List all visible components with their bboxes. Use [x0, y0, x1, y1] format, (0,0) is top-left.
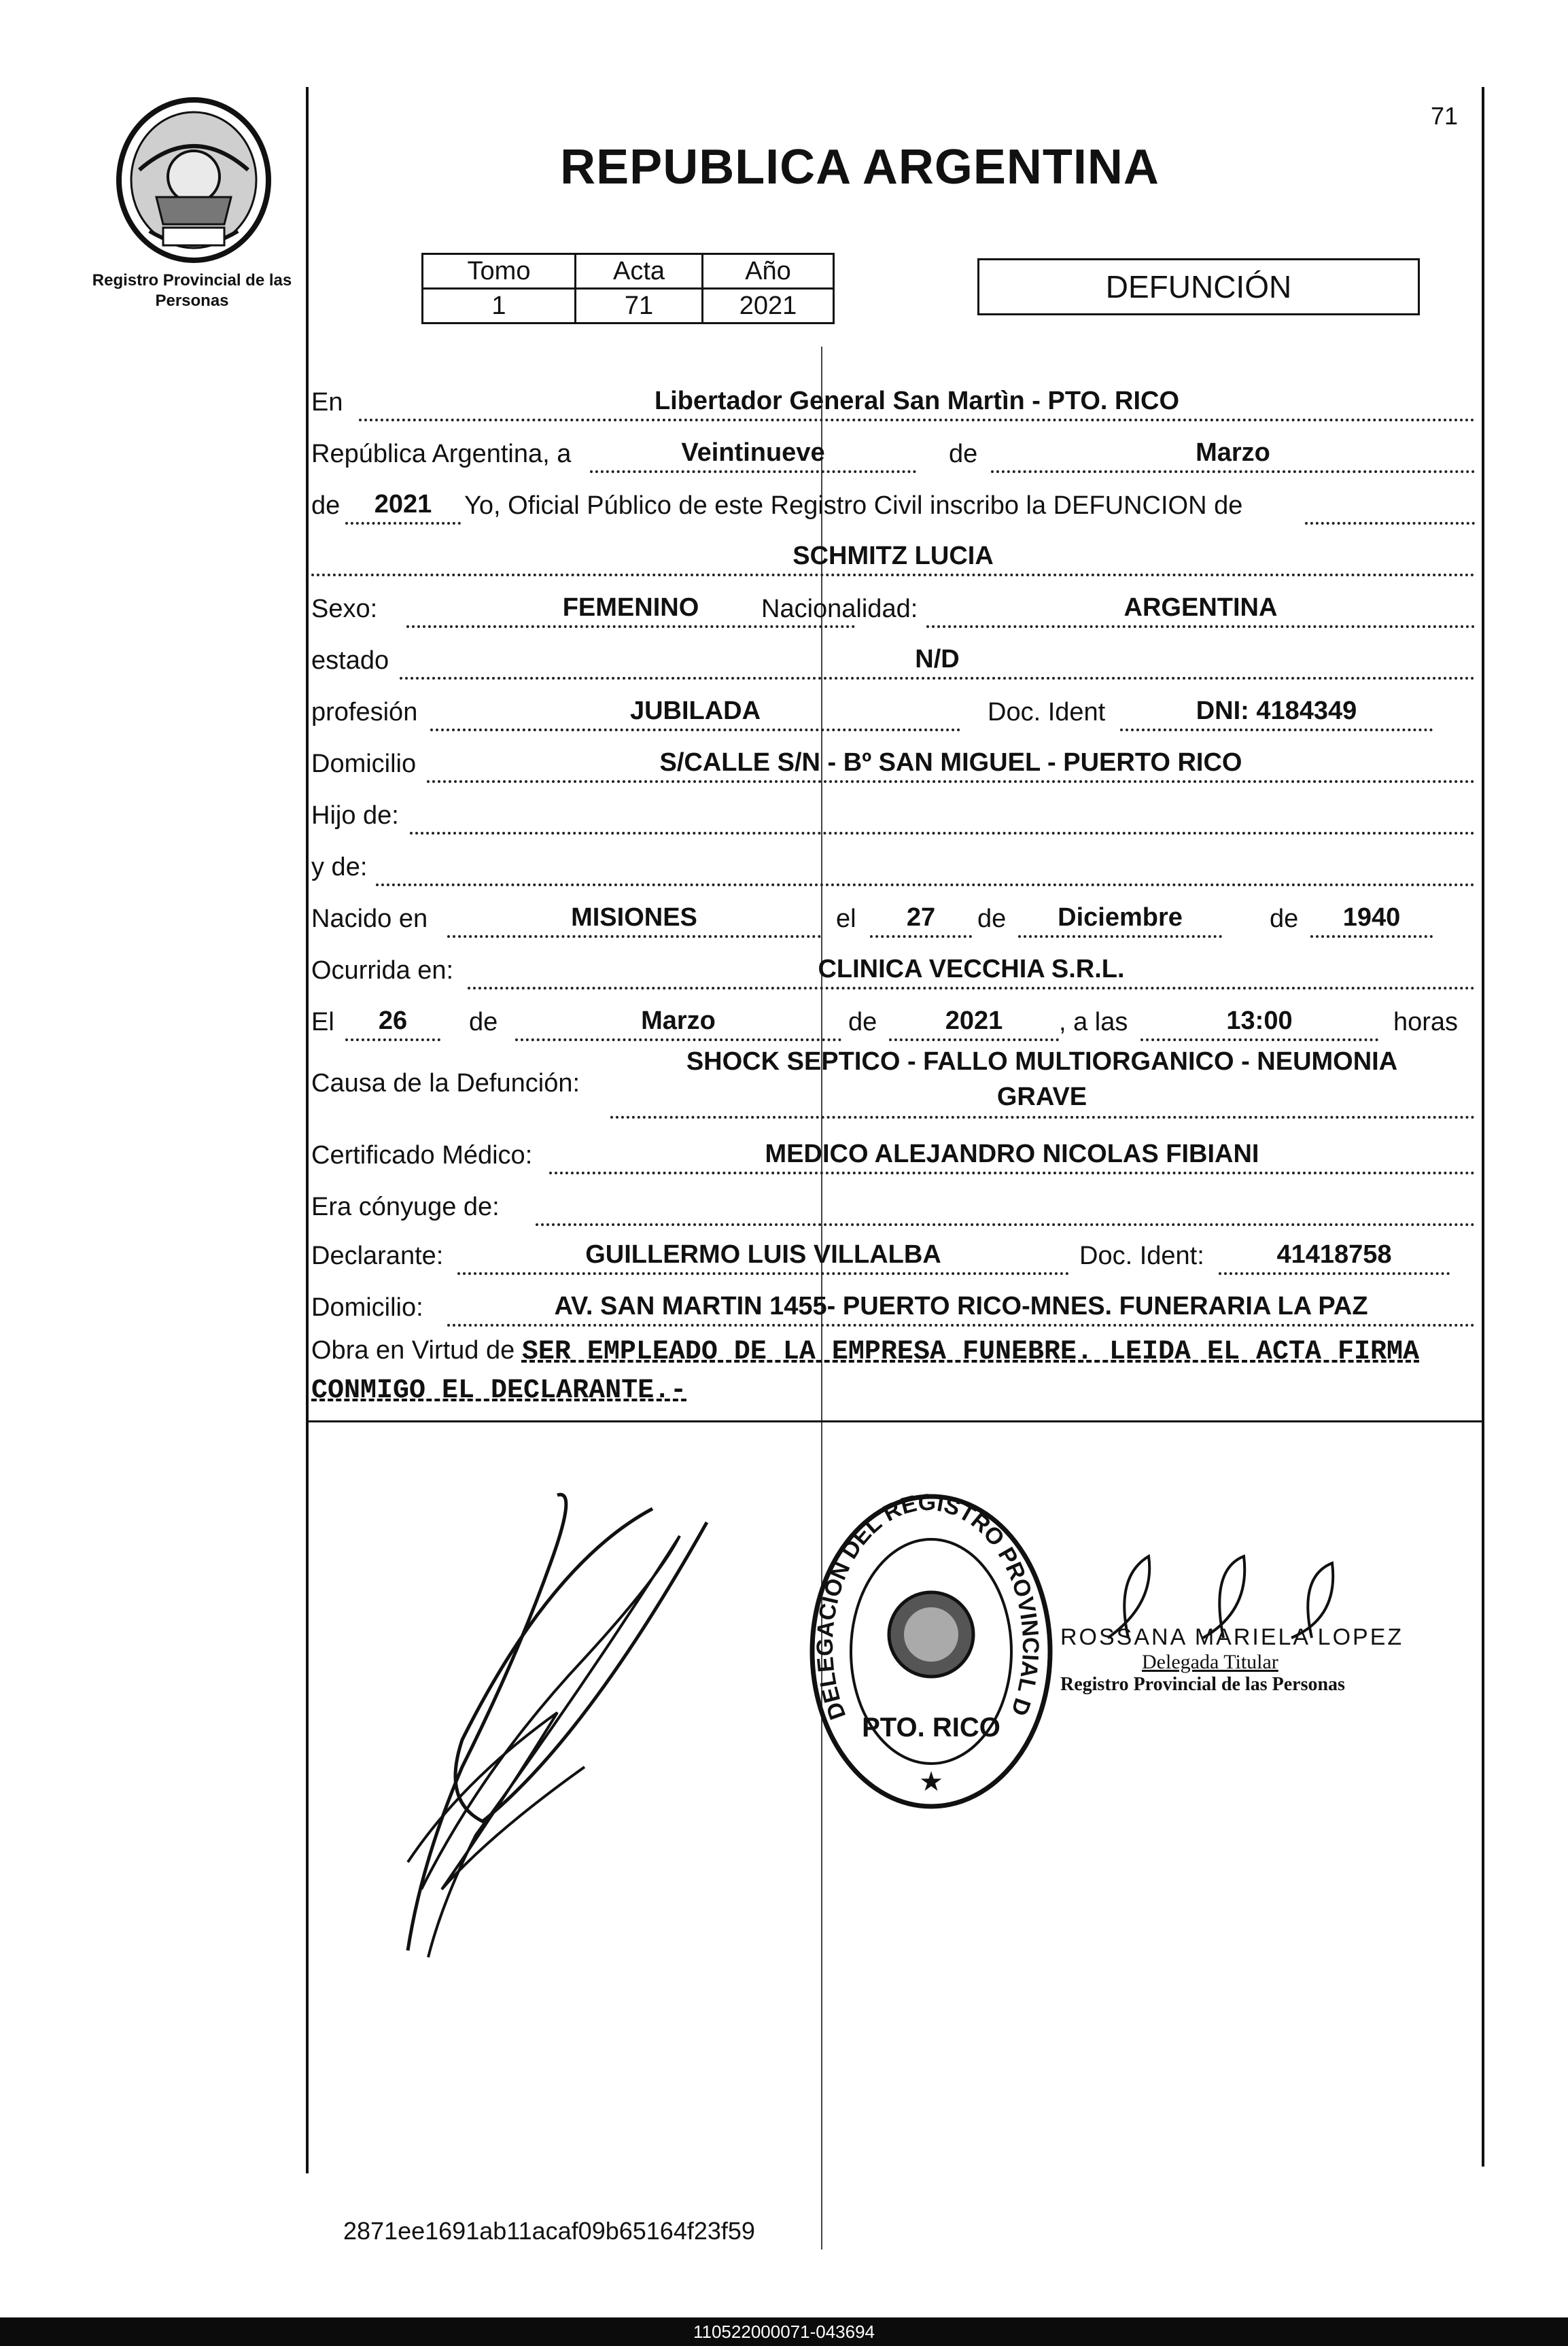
en-field	[359, 383, 1475, 421]
official-signature-block	[1060, 1624, 1441, 1696]
row-nombre	[311, 533, 1475, 576]
fecha-time-value: 13:00	[1226, 1006, 1293, 1035]
de-label: de	[311, 491, 341, 520]
fecha-year-value: 2021	[945, 1006, 1003, 1035]
row-causa	[311, 1044, 1475, 1119]
footer-code: 110522000071-043694	[693, 2321, 875, 2342]
a-las-label: , a las	[1059, 1008, 1128, 1036]
causa-field	[610, 1112, 1475, 1119]
nacido-month-value: Diciembre	[1058, 903, 1183, 932]
stamp-bottom-text: PTO. RICO	[862, 1713, 1000, 1743]
stamp-ring-text: DELEGACION DEL REGISTRO PROVINCIAL D	[812, 1492, 1044, 1723]
obra-value-line-1: SER EMPLEADO DE LA EMPRESA FUNEBRE. LEIDA EL ACTA FIRMA	[521, 1337, 1420, 1367]
profesion-field	[430, 693, 960, 731]
de-label: de	[469, 1008, 498, 1036]
estado-label: estado	[311, 646, 389, 675]
row-profesion	[311, 688, 1475, 731]
table-cell: 2021	[703, 289, 834, 323]
nacido-day-value: 27	[906, 903, 936, 932]
conyuge-field	[536, 1188, 1475, 1226]
el-label: El	[311, 1008, 334, 1036]
row-ocurrida	[311, 946, 1475, 990]
en-value: Libertador General San Martìn - PTO. RICO	[654, 387, 1180, 415]
nacido-day-field	[870, 900, 972, 938]
official-name: ROSSANA MARIELA LOPEZ	[1060, 1624, 1404, 1650]
nombre-field	[311, 538, 1475, 576]
domicilio2-value: AV. SAN MARTIN 1455- PUERTO RICO-MNES. FUNERARIA LA PAZ	[554, 1292, 1368, 1320]
doc-ident-label: Doc. Ident:	[1079, 1242, 1204, 1270]
domicilio-label: Domicilio	[311, 750, 417, 778]
row-declarante	[311, 1231, 1475, 1275]
footer-bar	[0, 2317, 1568, 2346]
nacionalidad-field	[926, 590, 1475, 628]
row-anio	[311, 481, 1475, 525]
fecha-day-value: 26	[378, 1006, 408, 1035]
row-estado	[311, 636, 1475, 680]
row-nacido	[311, 894, 1475, 938]
table-header: Acta	[576, 254, 703, 289]
page-title: REPUBLICA ARGENTINA	[560, 140, 1160, 194]
nacionalidad-value: ARGENTINA	[1123, 593, 1278, 622]
nacido-place-field	[447, 900, 821, 938]
right-margin-line	[1482, 87, 1484, 2167]
sexo-label: Sexo:	[311, 595, 378, 623]
ocurrida-value: CLINICA VECCHIA S.R.L.	[818, 955, 1125, 983]
de-label: de	[848, 1008, 877, 1036]
doc-ident-value: DNI: 4184349	[1196, 697, 1357, 725]
tomo-acta-table	[421, 253, 835, 324]
republica-label: República Argentina, a	[311, 440, 572, 468]
fecha-month-value: Marzo	[641, 1006, 716, 1035]
fecha-year-field	[889, 1003, 1059, 1041]
estado-value: N/D	[915, 645, 960, 673]
declarante-doc-value: 41418758	[1276, 1240, 1392, 1269]
fecha-time-field	[1140, 1003, 1378, 1041]
official-role: Delegada Titular	[1142, 1651, 1278, 1673]
row-y-de	[311, 843, 1475, 886]
hijo-de-label: Hijo de:	[311, 801, 399, 830]
causa-value	[610, 1044, 1474, 1115]
declarante-value: GUILLERMO LUIS VILLALBA	[585, 1240, 941, 1269]
obra-label: Obra en Virtud de	[311, 1336, 515, 1365]
domicilio-value: S/CALLE S/N - Bº SAN MIGUEL - PUERTO RICO	[659, 748, 1242, 777]
official-registro: Registro Provincial de las Personas	[1060, 1674, 1345, 1695]
month-field	[991, 435, 1475, 473]
year-value: 2021	[374, 490, 432, 519]
table-header: Tomo	[423, 254, 576, 289]
y-de-field	[376, 848, 1475, 886]
de-label: de	[949, 440, 978, 468]
profesion-label: profesión	[311, 698, 418, 726]
nombre-value: SCHMITZ LUCIA	[792, 542, 994, 570]
year-field	[345, 487, 461, 525]
table-cell: 71	[576, 289, 703, 323]
sexo-value: FEMENINO	[562, 593, 699, 622]
estado-field	[400, 642, 1475, 680]
obra-value-line-2: CONMIGO EL DECLARANTE.-	[311, 1376, 687, 1406]
row-hijo-de	[311, 791, 1475, 835]
page-number: 71	[1431, 102, 1459, 130]
oficial-text: Yo, Oficial Público de este Registro Civil inscribo la DEFUNCION de	[464, 491, 1243, 520]
nacido-place-value: MISIONES	[571, 903, 697, 932]
fecha-month-field	[515, 1003, 841, 1041]
hijo-de-field	[410, 796, 1475, 835]
nacido-year-field	[1310, 900, 1433, 938]
conyuge-label: Era cónyuge de:	[311, 1193, 500, 1221]
causa-line-2: GRAVE	[996, 1083, 1087, 1111]
left-margin-line	[306, 87, 309, 2173]
en-label: En	[311, 388, 343, 417]
declarante-doc-field	[1219, 1237, 1450, 1275]
domicilio-label: Domicilio:	[311, 1293, 423, 1322]
doc-ident-field	[1120, 693, 1433, 731]
nacionalidad-label: Nacionalidad:	[761, 595, 918, 623]
declarante-signature	[381, 1482, 720, 1971]
horas-label: horas	[1393, 1008, 1459, 1036]
ocurrida-field	[468, 951, 1475, 990]
row-conyuge	[311, 1183, 1475, 1226]
row-en	[311, 378, 1475, 421]
row-republica	[311, 430, 1475, 473]
document-type-box: DEFUNCIÓN	[977, 258, 1420, 315]
table-header: Año	[703, 254, 834, 289]
declarante-label: Declarante:	[311, 1242, 444, 1270]
day-word-value: Veintinueve	[681, 438, 825, 467]
table-cell: 1	[423, 289, 576, 323]
y-de-label: y de:	[311, 853, 368, 881]
registro-label: Registro Provincial de las Personas	[92, 271, 292, 310]
el-label: el	[836, 905, 856, 933]
ocurrida-label: Ocurrida en:	[311, 956, 454, 985]
obra-en-virtud	[311, 1332, 1480, 1410]
row-domicilio	[311, 739, 1475, 783]
certificado-field	[549, 1136, 1475, 1174]
de-label: de	[1270, 905, 1299, 933]
certificado-value: MEDICO ALEJANDRO NICOLAS FIBIANI	[765, 1140, 1259, 1168]
nacido-label: Nacido en	[311, 905, 428, 933]
declarante-field	[457, 1237, 1069, 1275]
blank-field	[1305, 487, 1475, 525]
causa-label: Causa de la Defunción:	[311, 1069, 580, 1098]
provincia-seal	[109, 95, 279, 265]
profesion-value: JUBILADA	[629, 697, 761, 725]
domicilio-field	[427, 745, 1475, 783]
de-label: de	[977, 905, 1007, 933]
official-signature-scrawl	[1087, 1550, 1373, 1645]
row-sexo	[311, 584, 1475, 628]
row-fecha	[311, 998, 1475, 1041]
document-hash: 2871ee1691ab11acaf09b65164f23f59	[343, 2217, 755, 2245]
nacido-month-field	[1018, 900, 1222, 938]
star-icon: ★	[919, 1767, 943, 1797]
section-divider	[309, 1420, 1482, 1422]
domicilio2-field	[447, 1289, 1475, 1327]
causa-line-1: SHOCK SEPTICO - FALLO MULTIORGANICO - NEUMONIA	[686, 1047, 1398, 1076]
doc-ident-label: Doc. Ident	[988, 698, 1106, 726]
row-certificado	[311, 1131, 1475, 1174]
row-domicilio-declarante	[311, 1283, 1475, 1327]
fecha-day-field	[345, 1003, 440, 1041]
registro-stamp	[805, 1492, 1057, 1811]
month-value: Marzo	[1196, 438, 1270, 467]
nacido-year-value: 1940	[1342, 903, 1401, 932]
day-word-field	[590, 435, 916, 473]
certificado-label: Certificado Médico:	[311, 1141, 533, 1170]
